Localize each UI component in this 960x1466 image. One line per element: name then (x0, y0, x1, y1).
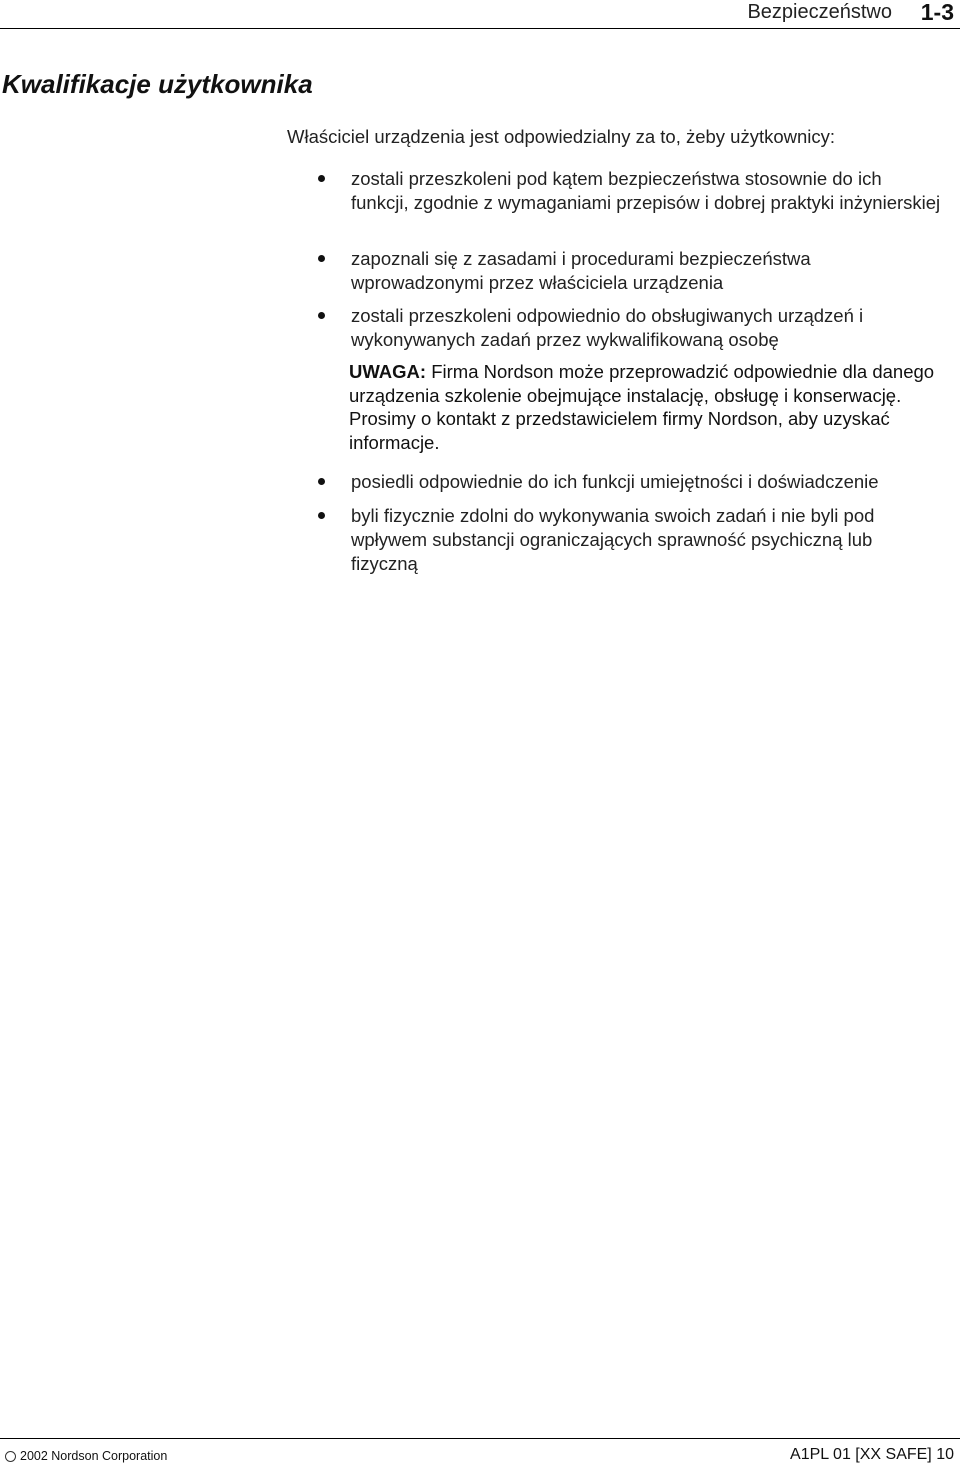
bullet-icon (318, 255, 325, 262)
note-block (349, 360, 957, 454)
bullet-icon (318, 175, 325, 182)
footer-document-id: A1PL 01 [XX SAFE] 10 (790, 1446, 954, 1463)
list-item-text: zostali przeszkoleni pod kątem bezpieczeństwa stosownie do ich funkcji, zgodnie z wymaganiami przepisów i dobrej praktyki inżynierskiej (351, 168, 941, 213)
note-label: UWAGA: (349, 361, 427, 382)
bullet-icon (318, 478, 325, 485)
page-header (0, 0, 960, 29)
list-item-text: zostali przeszkoleni odpowiednio do obsługiwanych urządzeń i wykonywanych zadań przez wykwalifikowaną osobę (351, 305, 864, 350)
section-title: Kwalifikacje użytkownika (2, 69, 313, 99)
list-item-text: zapoznali się z zasadami i procedurami bezpieczeństwa wprowadzonymi przez właściciela urządzenia (351, 248, 811, 293)
list-item-text: posiedli odpowiednie do ich funkcji umiejętności i doświadczenie (351, 471, 879, 492)
intro-paragraph: Właściciel urządzenia jest odpowiedzialny za to, żeby użytkownicy: (287, 126, 836, 147)
note-text: Firma Nordson może przeprowadzić odpowiednie dla danego urządzenia szkolenie obejmujące instalację, obsługę i konserwację. Prosimy o kontakt z przedstawicielem firmy Nordson, aby uzyskać informacje. (349, 361, 935, 453)
list-item-text: byli fizycznie zdolni do wykonywania swoich zadań i nie byli pod wpływem substancji ograniczających sprawność psychiczną lub fizyczną (351, 505, 875, 574)
header-section-title: Bezpieczeństwo (747, 1, 892, 23)
footer-copyright: 2002 Nordson Corporation (20, 1449, 168, 1463)
bullet-icon (318, 312, 325, 319)
page-footer (0, 1438, 960, 1466)
bullet-icon (318, 512, 325, 519)
copyright-icon (5, 1451, 16, 1462)
header-page-number: 1-3 (920, 0, 954, 25)
